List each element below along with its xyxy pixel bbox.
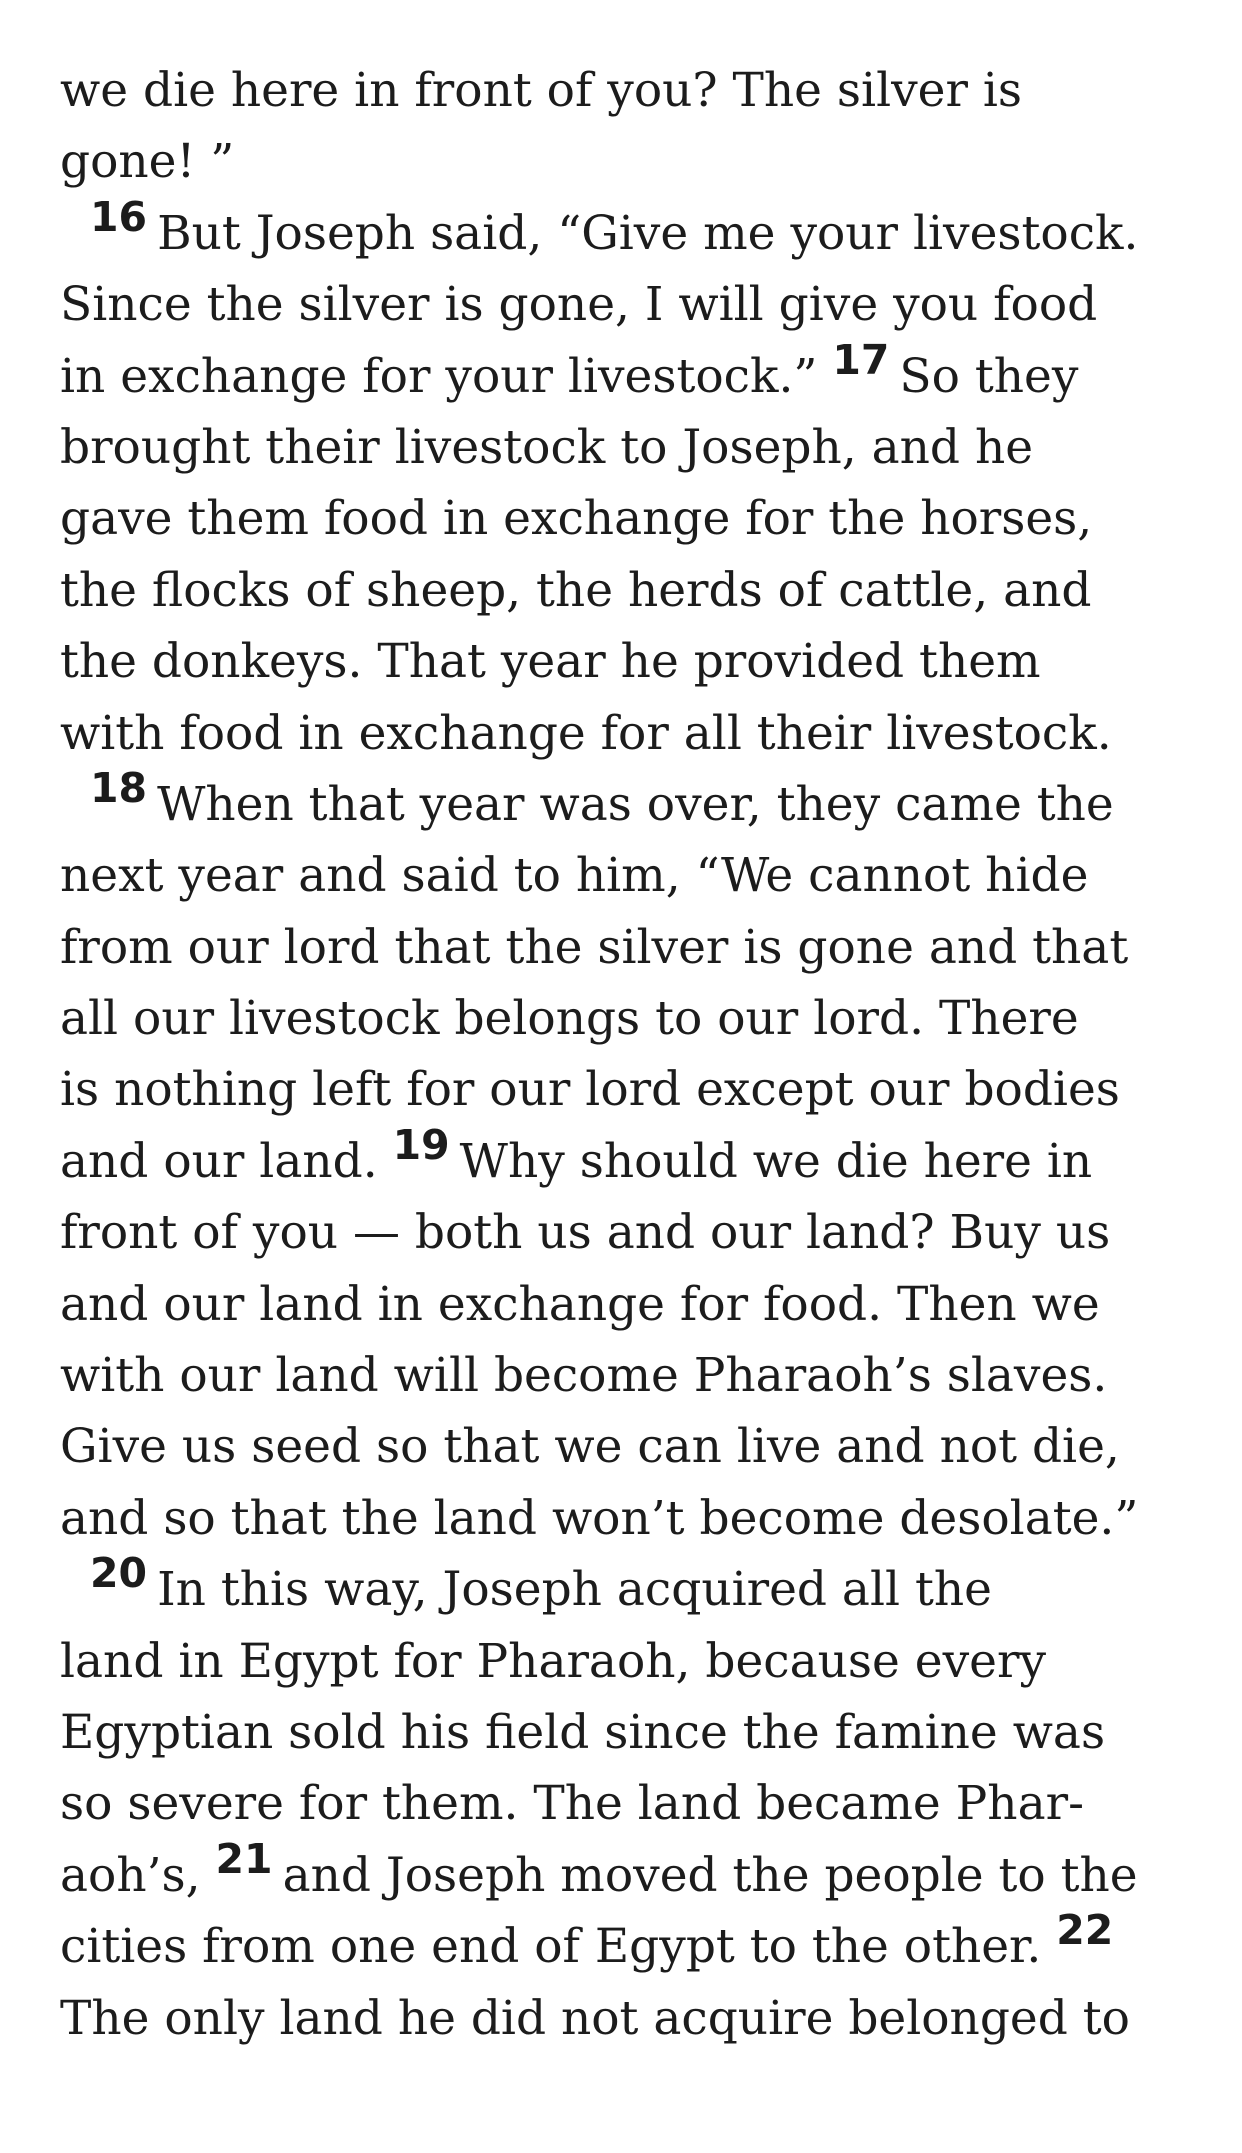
- text-segment: with our land will become Pharaoh’s slaves.: [60, 1348, 1108, 1404]
- text-line: [60, 55, 1200, 126]
- text-line: [60, 763, 1200, 840]
- text-line: [60, 698, 1200, 769]
- text-line: [60, 1768, 1200, 1839]
- text-segment: aoh’s,: [60, 1847, 216, 1903]
- text-line: [60, 626, 1200, 697]
- text-segment: cities from one end of Egypt to the other.: [60, 1919, 1057, 1975]
- text-segment: all our livestock belongs to our lord. There: [60, 991, 1079, 1047]
- text-segment: Why should we die here in: [459, 1133, 1093, 1189]
- text-line: [60, 555, 1200, 626]
- text-segment: So they: [899, 348, 1079, 404]
- text-segment: the flocks of sheep, the herds of cattle, and: [60, 562, 1092, 618]
- text-segment: In this way, Joseph acquired all the: [157, 1562, 992, 1618]
- text-segment: land in Egypt for Pharaoh, because every: [60, 1633, 1046, 1689]
- text-line: [60, 192, 1200, 269]
- text-line: [60, 1054, 1200, 1125]
- text-segment: and Joseph moved the people to the: [282, 1847, 1138, 1903]
- text-line: [60, 1269, 1200, 1340]
- text-segment: so severe for them. The land became Phar-: [60, 1776, 1084, 1832]
- text-segment: Since the silver is gone, I will give you food: [60, 277, 1098, 333]
- text-line: [60, 1549, 1200, 1625]
- text-line: [60, 1697, 1200, 1768]
- text-segment: next year and said to him, “We cannot hide: [60, 848, 1089, 904]
- text-segment: gone! ”: [60, 134, 235, 190]
- verse-number-20[interactable]: 20: [90, 1549, 148, 1598]
- text-segment: and our land.: [60, 1133, 393, 1189]
- verse-number-21[interactable]: 21: [215, 1834, 273, 1883]
- text-line: [60, 1834, 1200, 1911]
- text-line: [60, 1340, 1200, 1411]
- text-line: [60, 912, 1200, 983]
- text-segment: from our lord that the silver is gone and that: [60, 919, 1129, 975]
- text-line: [60, 840, 1200, 911]
- text-segment: Egyptian sold his field since the famine was: [60, 1704, 1106, 1760]
- text-line: [60, 335, 1200, 412]
- text-line: [60, 1626, 1200, 1697]
- verse-number-22[interactable]: 22: [1056, 1906, 1114, 1955]
- text-line: [60, 269, 1200, 340]
- text-segment: Give us seed so that we can live and not die,: [60, 1419, 1120, 1475]
- text-segment: When that year was over, they came the: [157, 776, 1114, 832]
- verse-number-17[interactable]: 17: [832, 335, 890, 384]
- text-line: [60, 1411, 1200, 1482]
- text-line: [60, 983, 1200, 1054]
- text-segment: with food in exchange for all their livestock.: [60, 705, 1112, 761]
- verse-number-19[interactable]: 19: [392, 1120, 450, 1169]
- text-line: [60, 126, 1200, 197]
- passage-text: [60, 55, 1200, 2054]
- text-segment: and our land in exchange for food. Then we: [60, 1276, 1100, 1332]
- text-line: [60, 1197, 1200, 1268]
- text-segment: gave them food in exchange for the horses,: [60, 491, 1093, 547]
- text-segment: brought their livestock to Joseph, and he: [60, 419, 1034, 475]
- text-segment: is nothing left for our lord except our bodies: [60, 1062, 1120, 1118]
- text-segment: But Joseph said, “Give me your livestock.: [157, 205, 1139, 261]
- text-line: [60, 1906, 1200, 1982]
- text-segment: and so that the land won’t become desolate.”: [60, 1490, 1139, 1546]
- text-segment: front of you — both us and our land? Buy us: [60, 1205, 1111, 1261]
- text-line: [60, 1120, 1200, 1197]
- text-segment: the donkeys. That year he provided them: [60, 634, 1041, 690]
- verse-number-16[interactable]: 16: [90, 192, 148, 241]
- text-segment: The only land he did not acquire belonged to: [60, 1990, 1130, 2046]
- text-line: [60, 1483, 1200, 1554]
- verse-number-18[interactable]: 18: [90, 763, 148, 812]
- text-line: [60, 1983, 1200, 2054]
- text-line: [60, 412, 1200, 483]
- text-segment: we die here in front of you? The silver is: [60, 63, 1023, 118]
- text-segment: in exchange for your livestock.”: [60, 348, 833, 404]
- text-line: [60, 483, 1200, 554]
